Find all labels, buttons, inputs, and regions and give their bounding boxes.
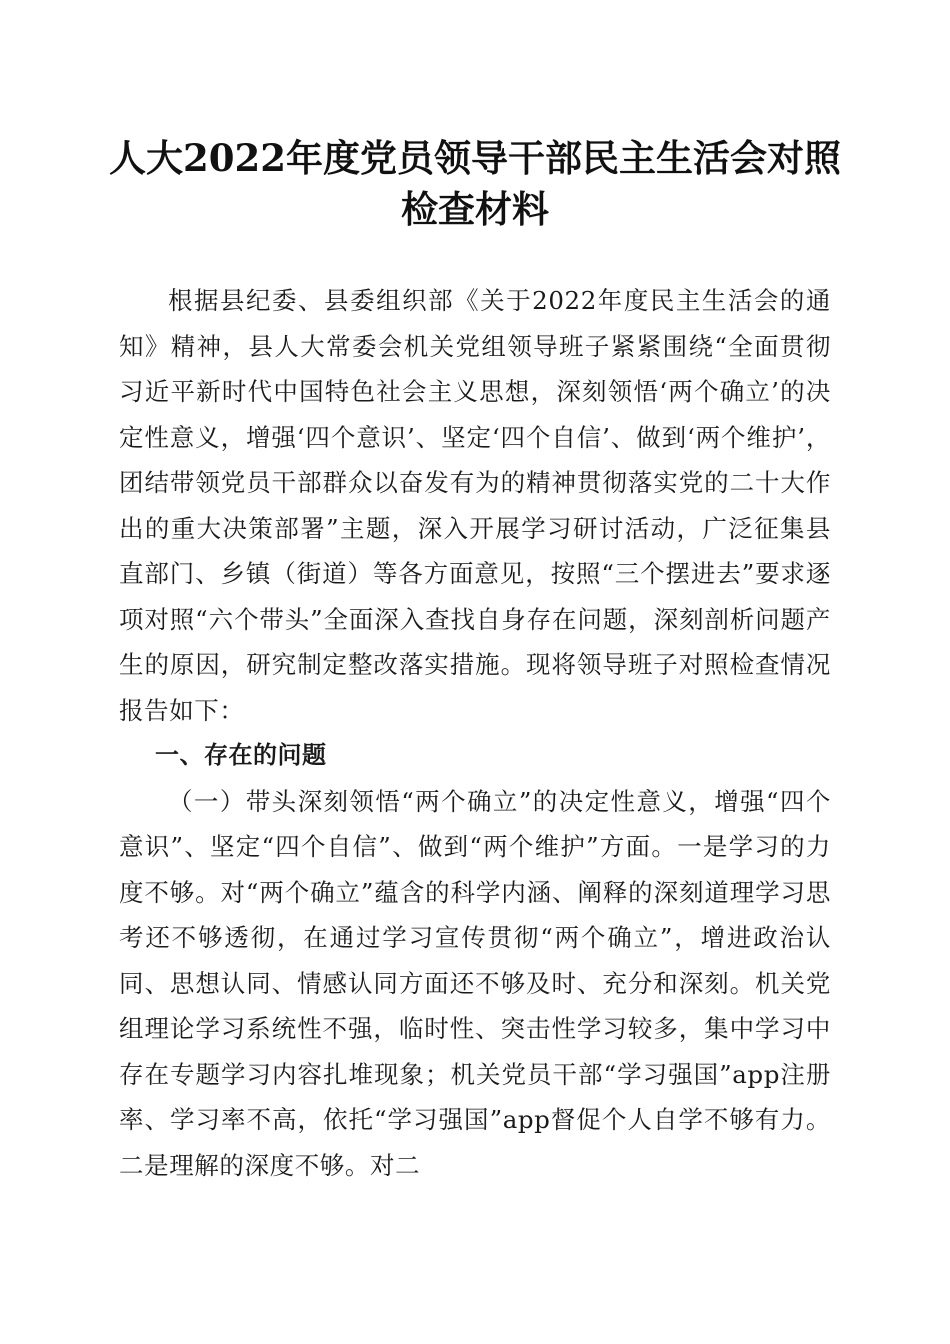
document-body — [119, 278, 831, 1188]
section-heading-problems: 一、存在的问题 — [155, 741, 327, 769]
title-line-1: 人大2022年度党员领导干部民主生活会对照 — [109, 136, 841, 180]
title-line-2: 检查材料 — [401, 187, 549, 231]
problem-paragraph-1: （一）带头深刻领悟“两个确立”的决定性意义，增强“四个意识”、坚定“四个自信”、做到“两个维护”方面。一是学习的力度不够。对“两个确立”蕴含的科学内涵、阐释的深刻道理学习思考还不够透彻，在通过学习宣传贯彻“两个确立”，增进政治认同、思想认同、情感认同方面还不够及时、充分和深刻。机关党组理论学习系统性不强，临时性、突击性学习较多，集中学习中存在专题学习内容扎堆现象；机关党员干部“学习强国”app注册率、学习率不高，依托“学习强国”app督促个人自学不够有力。二是理解的深度不够。对二 — [119, 786, 831, 1180]
intro-paragraph: 根据县纪委、县委组织部《关于2022年度民主生活会的通知》精神，县人大常委会机关党组领导班子紧紧围绕“全面贯彻习近平新时代中国特色社会主义思想，深刻领悟‘两个确立’的决定性意义，增强‘四个意识’、坚定‘四个自信’、做到‘两个维护’，团结带领党员干部群众以奋发有为的精神贯彻落实党的二十大作出的重大决策部署”主题，深入开展学习研讨活动，广泛征集县直部门、乡镇（街道）等各方面意见，按照“三个摆进去”要求逐项对照“六个带头”全面深入查找自身存在问题，深刻剖析问题产生的原因，研究制定整改落实措施。现将领导班子对照检查情况报告如下： — [119, 286, 831, 725]
document-title — [100, 133, 850, 235]
